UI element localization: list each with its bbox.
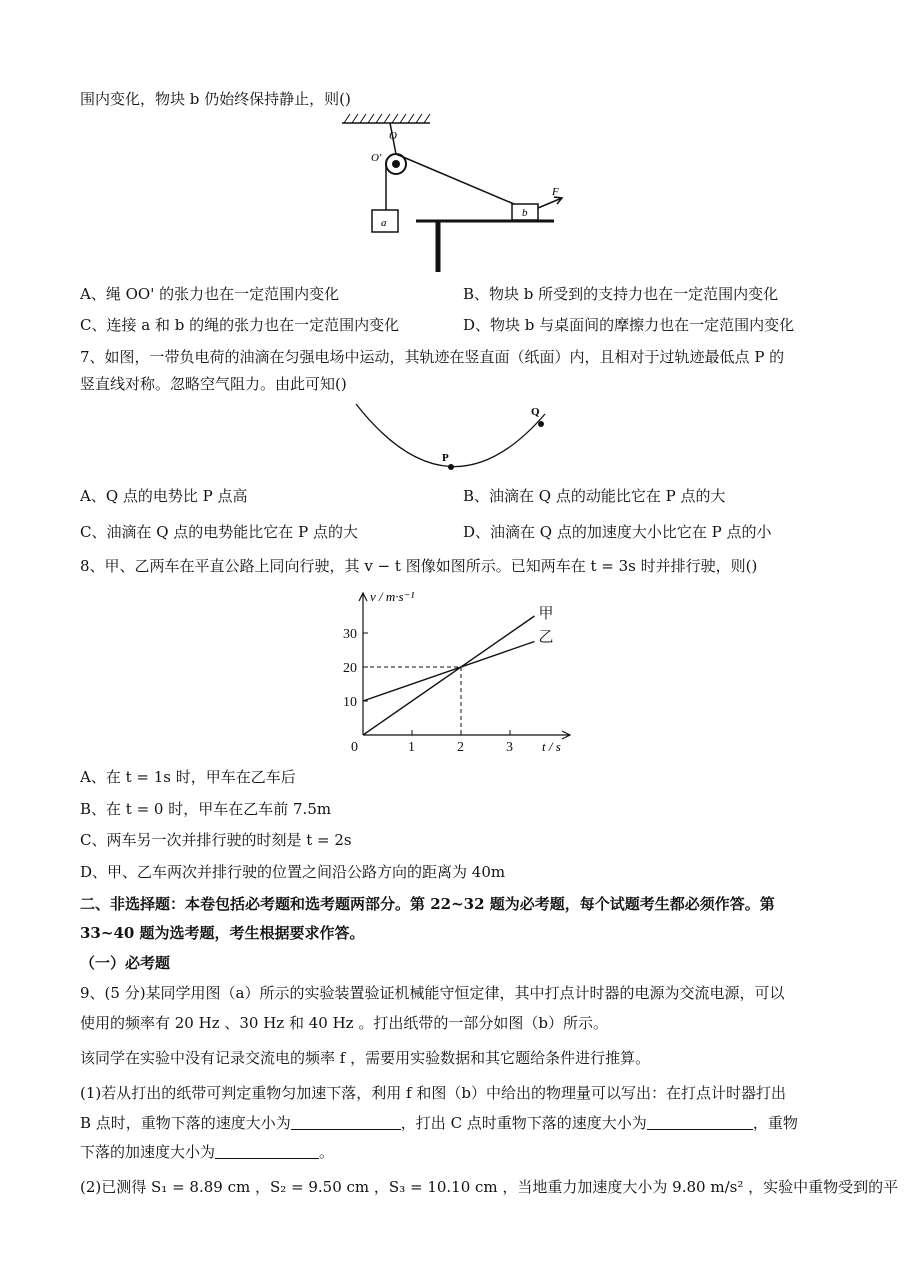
chart-series-label-1: 甲	[538, 606, 554, 622]
q9-line3: 该同学在实验中没有记录交流电的频率 f ，需要用实验数据和其它题给条件进行推算。	[80, 1049, 651, 1067]
q8-option-b: B、在 t = 0 时，甲车在乙车前 7.5m	[80, 800, 332, 818]
q7-label-p: P	[442, 452, 449, 464]
q6-stem-tail: 围内变化，物块 b 仍始终保持静止，则()	[80, 90, 351, 108]
q6-label-a: a	[381, 217, 387, 229]
q6-label-O: O	[389, 130, 397, 142]
section2-heading-line1: 二、非选择题：本卷包括必考题和选考题两部分。第 22~32 题为必考题，每个试题考生都必须作答。第	[80, 895, 775, 913]
answer-blank-accel[interactable]	[215, 1142, 319, 1159]
q7-trajectory-curve	[356, 404, 545, 467]
q7-point-p	[448, 464, 454, 470]
q6-option-b: B、物块 b 所受到的支持力也在一定范围内变化	[463, 285, 779, 303]
q7-point-q	[538, 421, 544, 427]
q9-part1-line3	[80, 1141, 334, 1163]
q8-option-c: C、两车另一次并排行驶的时刻是 t = 2s	[80, 831, 352, 849]
q7-trajectory-figure	[350, 398, 560, 476]
q9-part1-text-b: B 点时，重物下落的速度大小为	[80, 1114, 291, 1132]
q6-label-b: b	[522, 207, 528, 219]
q7-label-q: Q	[531, 406, 540, 418]
chart-series-line-2	[363, 642, 535, 702]
q6-pulley-figure	[330, 110, 580, 276]
chart-x-tick-label: 2	[457, 740, 464, 755]
q9-part1-text-tail: ，重物	[752, 1114, 798, 1132]
q6-label-O2: O'	[371, 152, 382, 164]
q9-line1: 9、(5 分)某同学用图（a）所示的实验装置验证机械能守恒定律，其中打点计时器的电源为交流电源，可以	[80, 984, 785, 1002]
section2-subheading: （一）必考题	[80, 954, 171, 972]
chart-xlabel: t / s	[542, 739, 561, 754]
q8-vt-chart	[330, 585, 580, 760]
chart-y-tick-label: 20	[343, 661, 357, 676]
section2-heading-line2: 33~40 题为选考题，考生根据要求作答。	[80, 924, 365, 942]
q8-option-a: A、在 t = 1s 时，甲车在乙车后	[80, 768, 296, 786]
chart-y-tick-label: 30	[343, 627, 357, 642]
q9-line2: 使用的频率有 20 Hz 、30 Hz 和 40 Hz 。打出纸带的一部分如图（b）所示。	[80, 1014, 608, 1032]
q9-part1-line1: (1)若从打出的纸带可判定重物匀加速下落，利用 f 和图（b）中给出的物理量可以写出：在打点计时器打出	[80, 1084, 786, 1102]
answer-blank-vc[interactable]	[647, 1113, 753, 1130]
q9-part1-text-c: ，打出 C 点时重物下落的速度大小为	[400, 1114, 647, 1132]
chart-ylabel: v / m·s⁻¹	[370, 589, 415, 604]
q6-label-F: F	[552, 186, 559, 198]
q9-part1-text-accel: 下落的加速度大小为	[80, 1143, 216, 1161]
q7-option-c: C、油滴在 Q 点的电势能比它在 P 点的大	[80, 523, 358, 541]
chart-y-tick-label: 10	[343, 695, 357, 710]
q7-option-d: D、油滴在 Q 点的加速度大小比它在 P 点的小	[463, 523, 772, 541]
q6-option-d: D、物块 b 与桌面间的摩擦力也在一定范围内变化	[463, 316, 795, 334]
q8-stem: 8、甲、乙两车在平直公路上同向行驶，其 v − t 图像如图所示。已知两车在 t = 3s 时并排行驶，则()	[80, 557, 758, 575]
answer-blank-vb[interactable]	[291, 1113, 401, 1130]
chart-series-line-1	[363, 616, 535, 735]
q8-option-d: D、甲、乙车两次并排行驶的位置之间沿公路方向的距离为 40m	[80, 863, 506, 881]
q9-part1-text-end: 。	[319, 1143, 335, 1161]
q7-stem-line1: 7、如图，一带负电荷的油滴在匀强电场中运动，其轨迹在竖直面（纸面）内，且相对于过轨迹最低点 P 的	[80, 348, 785, 366]
chart-series-label-2: 乙	[538, 629, 554, 646]
q7-stem-line2: 竖直线对称。忽略空气阻力。由此可知()	[80, 375, 347, 393]
q7-option-b: B、油滴在 Q 点的动能比它在 P 点的大	[463, 487, 726, 505]
q7-option-a: A、Q 点的电势比 P 点高	[80, 487, 248, 505]
chart-x-tick-label: 0	[351, 740, 358, 755]
q9-part2-line1: (2)已测得 S₁ = 8.89 cm ，S₂ = 9.50 cm ，S₃ = 10.10 cm ，当地重力加速度大小为 9.80 m/s² ，实验中重物受到的平	[80, 1178, 899, 1196]
chart-x-tick-label: 3	[506, 740, 513, 755]
q6-option-a: A、绳 OO' 的张力也在一定范围内变化	[80, 285, 340, 303]
q9-part1-line2	[80, 1112, 798, 1134]
chart-x-tick-label: 1	[408, 740, 415, 755]
q6-option-c: C、连接 a 和 b 的绳的张力也在一定范围内变化	[80, 316, 400, 334]
